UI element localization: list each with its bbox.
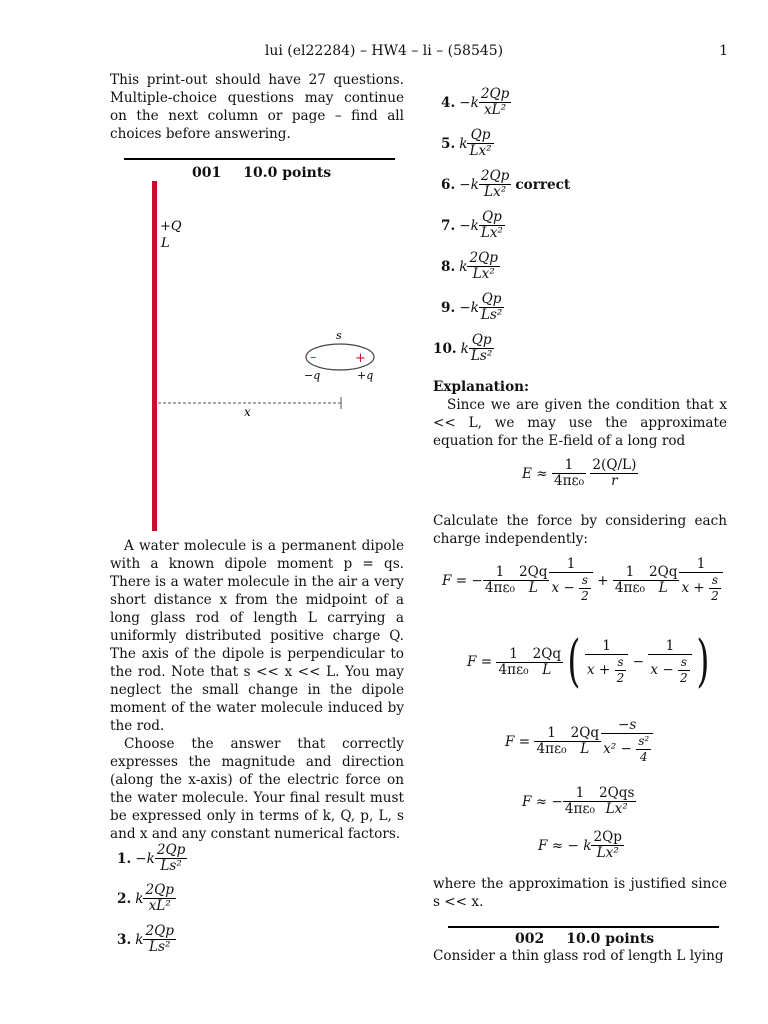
explanation (433, 378, 727, 450)
option-9[interactable]: 9. −k $\frac{Qp}{\text{Ls²}}$ (441, 291, 503, 323)
page-number: 1 (719, 43, 728, 59)
explanation-text-1: Since we are given the condition that x << L, we may use the approximate equation for the E-field of a long rod (433, 397, 727, 449)
negative-charge-sign: – (310, 350, 317, 365)
option-6[interactable]: 6. −k $\frac{2Qp}{\text{Lx²}}$ correct (441, 168, 571, 200)
q2-top-rule (448, 926, 719, 928)
equation-force-1: F = − $\frac{1}{\text{4πε₀}}$ $\frac{2Qq}{L}$ 1 x − $\frac{s}{2}$ + $\frac{1}{\text{4πε₀}}$ $\frac{2Qq}{L}$ 1 x + $\frac{s}{2}$ (442, 557, 723, 604)
negative-charge-label: −q (304, 369, 321, 382)
option-7[interactable]: 7. −k $\frac{Qp}{\text{Lx²}}$ (441, 209, 503, 241)
equation-force-3: F = $\frac{1}{\text{4πε₀}}$ $\frac{2Qq}{L}$ −s x² − $\frac{\text{s²}}{4}$ (505, 718, 653, 765)
intro-text: This print-out should have 27 questions. Multiple-choice questions may continue on the next column or page – find all choices before answering. (110, 72, 404, 142)
option-1[interactable]: 1. −k $\frac{2Qp}{\text{Ls²}}$ (117, 842, 186, 874)
option-5[interactable]: 5. k $\frac{Qp}{\text{Lx²}}$ (441, 127, 492, 159)
option-10[interactable]: 10. k $\frac{Qp}{\text{Ls²}}$ (433, 332, 493, 364)
q1-body (110, 537, 404, 843)
q2-body (433, 947, 727, 965)
correct-answer-tag: correct (515, 176, 571, 193)
dipole-separation-label: s (336, 329, 342, 342)
option-2[interactable]: 2. k $\frac{2Qp}{\text{xL²}}$ (117, 882, 174, 914)
q2-text: Consider a thin glass rod of length L lying (433, 948, 724, 964)
equation-efield: E ≈ $\frac{1}{\text{4πε₀}}$ $\frac{2(Q/L)}{r}$ (522, 457, 637, 489)
rod-charge-label: +Q (160, 219, 182, 234)
option-3[interactable]: 3. k $\frac{2Qp}{\text{Ls²}}$ (117, 923, 174, 955)
explanation-text-2-wrap (433, 512, 727, 548)
q1-paragraph-1: A water molecule is a permanent dipole with a known dipole moment p = qs. There is a water molecule in the air a very short distance x from the midpoint of a long glass rod of length L carrying a uniformly distributed positive charge Q. The axis of the dipole is perpendicular to the rod. Note that s << x << L. You may neglect the small change in the dipole moment of the water molecule induced by the rod. (110, 538, 404, 734)
q1-top-rule (124, 158, 395, 160)
distance-label: x (244, 405, 251, 419)
explanation-text-3: where the approximation is justified since s << x. (433, 876, 727, 910)
equation-force-4: F ≈ − $\frac{1}{\text{4πε₀}}$ $\frac{\text{2Qqs}}{\text{Lx²}}$ (522, 785, 635, 817)
rod-dipole-figure (110, 178, 404, 534)
q1-paragraph-2: Choose the answer that correctly expresses the magnitude and direction (along the x-axis) of the electric force on the water molecule. Your final result must be expressed only in terms of k, Q, p, L, s and x and any constant numerical factors. (110, 736, 404, 842)
equation-force-5: F ≈ − k $\frac{2Qp}{\text{Lx²}}$ (538, 829, 622, 861)
glass-rod (152, 181, 157, 531)
option-4[interactable]: 4. −k $\frac{2Qp}{\text{xL²}}$ (441, 86, 510, 118)
positive-charge-label: +q (357, 369, 374, 382)
option-8[interactable]: 8. k $\frac{2Qp}{\text{Lx²}}$ (441, 250, 498, 282)
rod-length-label: L (161, 236, 170, 251)
q2-heading: 002 10.0 points (515, 931, 655, 947)
equation-force-2: F = $\frac{1}{\text{4πε₀}}$ $\frac{2Qq}{L}$ ( 1 x + $\frac{s}{2}$ − 1 x − $\frac{s}{2}$ ) (467, 629, 710, 694)
explanation-text-3-wrap (433, 875, 727, 911)
q1-heading: 001 10.0 points (192, 165, 332, 181)
explanation-title: Explanation: (433, 379, 530, 395)
page-header: lui (el22284) – HW4 – li – (58545) (264, 43, 504, 59)
explanation-text-2: Calculate the force by considering each charge independently: (433, 513, 727, 547)
positive-charge-sign: + (355, 351, 366, 366)
